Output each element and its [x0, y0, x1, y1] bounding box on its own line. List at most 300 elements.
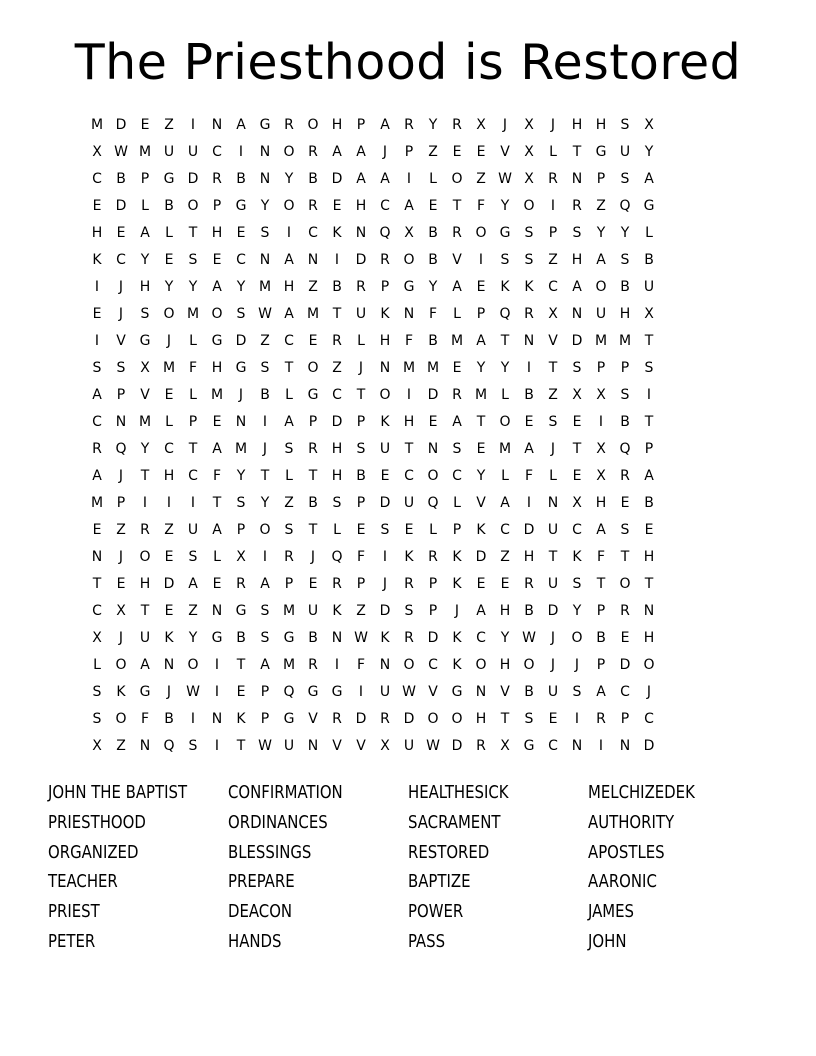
grid-letter[interactable]: B: [596, 629, 606, 646]
grid-letter[interactable]: D: [379, 494, 391, 511]
grid-letter[interactable]: Z: [284, 494, 294, 511]
grid-letter[interactable]: T: [644, 413, 654, 430]
grid-letter[interactable]: E: [92, 305, 102, 322]
grid-letter[interactable]: J: [574, 656, 580, 673]
grid-letter[interactable]: H: [643, 629, 655, 646]
grid-letter[interactable]: Q: [331, 548, 343, 565]
grid-letter[interactable]: F: [356, 548, 366, 565]
grid-letter[interactable]: X: [500, 737, 510, 754]
grid-letter[interactable]: X: [596, 467, 606, 484]
grid-letter[interactable]: Z: [164, 521, 174, 538]
grid-letter[interactable]: H: [523, 548, 535, 565]
grid-letter[interactable]: Q: [619, 197, 631, 214]
grid-letter[interactable]: W: [258, 305, 272, 322]
grid-letter[interactable]: Z: [500, 548, 510, 565]
grid-letter[interactable]: S: [380, 521, 390, 538]
grid-letter[interactable]: G: [139, 683, 151, 700]
grid-letter[interactable]: L: [429, 521, 437, 538]
grid-letter[interactable]: S: [92, 683, 102, 700]
grid-letter[interactable]: T: [188, 224, 198, 241]
grid-letter[interactable]: L: [501, 386, 509, 403]
grid-letter[interactable]: Y: [188, 629, 198, 646]
grid-letter[interactable]: Y: [476, 467, 486, 484]
grid-letter[interactable]: Y: [140, 251, 150, 268]
grid-letter[interactable]: S: [236, 494, 246, 511]
grid-letter[interactable]: I: [334, 656, 340, 673]
grid-letter[interactable]: M: [594, 332, 608, 349]
grid-letter[interactable]: H: [355, 197, 367, 214]
grid-letter[interactable]: D: [115, 197, 127, 214]
grid-letter[interactable]: S: [140, 305, 150, 322]
grid-letter[interactable]: U: [283, 737, 295, 754]
grid-letter[interactable]: T: [260, 467, 270, 484]
grid-letter[interactable]: R: [284, 548, 294, 565]
grid-letter[interactable]: D: [523, 521, 535, 538]
grid-letter[interactable]: D: [355, 251, 367, 268]
grid-letter[interactable]: S: [500, 251, 510, 268]
grid-letter[interactable]: G: [211, 629, 223, 646]
grid-letter[interactable]: U: [307, 602, 319, 619]
grid-letter[interactable]: H: [499, 656, 511, 673]
grid-letter[interactable]: O: [307, 359, 319, 376]
grid-letter[interactable]: H: [331, 440, 343, 457]
grid-letter[interactable]: X: [524, 116, 534, 133]
grid-letter[interactable]: B: [116, 170, 126, 187]
grid-letter[interactable]: J: [646, 683, 652, 700]
grid-letter[interactable]: M: [138, 143, 152, 160]
grid-letter[interactable]: A: [596, 521, 606, 538]
grid-letter[interactable]: H: [595, 116, 607, 133]
grid-letter[interactable]: X: [236, 548, 246, 565]
grid-letter[interactable]: T: [140, 602, 150, 619]
grid-letter[interactable]: A: [452, 413, 462, 430]
grid-letter[interactable]: E: [332, 197, 342, 214]
grid-letter[interactable]: Z: [476, 170, 486, 187]
grid-letter[interactable]: H: [211, 359, 223, 376]
grid-letter[interactable]: N: [379, 359, 391, 376]
grid-letter[interactable]: P: [236, 521, 246, 538]
grid-letter[interactable]: I: [598, 413, 604, 430]
grid-letter[interactable]: H: [139, 278, 151, 295]
grid-letter[interactable]: X: [140, 359, 150, 376]
grid-letter[interactable]: Y: [572, 602, 582, 619]
grid-letter[interactable]: E: [212, 575, 222, 592]
grid-letter[interactable]: X: [92, 143, 102, 160]
grid-letter[interactable]: A: [212, 521, 222, 538]
grid-letter[interactable]: E: [476, 575, 486, 592]
grid-letter[interactable]: R: [452, 386, 462, 403]
grid-letter[interactable]: Y: [500, 359, 510, 376]
grid-letter[interactable]: J: [382, 143, 388, 160]
grid-letter[interactable]: K: [500, 278, 510, 295]
grid-letter[interactable]: T: [452, 197, 462, 214]
grid-letter[interactable]: C: [92, 170, 102, 187]
grid-letter[interactable]: G: [259, 116, 271, 133]
grid-letter[interactable]: C: [404, 467, 414, 484]
grid-letter[interactable]: K: [164, 629, 174, 646]
grid-letter[interactable]: E: [452, 359, 462, 376]
grid-letter[interactable]: H: [331, 116, 343, 133]
grid-letter[interactable]: N: [307, 251, 319, 268]
grid-letter[interactable]: S: [236, 305, 246, 322]
grid-letter[interactable]: D: [427, 386, 439, 403]
grid-letter[interactable]: P: [260, 710, 270, 727]
grid-letter[interactable]: K: [332, 224, 342, 241]
grid-letter[interactable]: G: [403, 278, 415, 295]
grid-letter[interactable]: E: [140, 116, 150, 133]
grid-letter[interactable]: H: [595, 494, 607, 511]
grid-letter[interactable]: Y: [500, 629, 510, 646]
grid-letter[interactable]: G: [235, 602, 247, 619]
grid-letter[interactable]: A: [92, 386, 102, 403]
grid-letter[interactable]: A: [596, 251, 606, 268]
grid-letter[interactable]: Q: [163, 737, 175, 754]
grid-letter[interactable]: B: [164, 197, 174, 214]
grid-letter[interactable]: E: [236, 224, 246, 241]
grid-letter[interactable]: O: [475, 656, 487, 673]
grid-letter[interactable]: T: [596, 575, 606, 592]
grid-letter[interactable]: B: [620, 413, 630, 430]
grid-letter[interactable]: X: [476, 116, 486, 133]
grid-letter[interactable]: L: [453, 305, 461, 322]
grid-letter[interactable]: R: [92, 440, 102, 457]
grid-letter[interactable]: S: [452, 440, 462, 457]
grid-letter[interactable]: P: [404, 143, 414, 160]
grid-letter[interactable]: U: [139, 629, 151, 646]
grid-letter[interactable]: R: [428, 548, 438, 565]
grid-letter[interactable]: M: [282, 602, 296, 619]
grid-letter[interactable]: D: [547, 602, 559, 619]
grid-letter[interactable]: B: [428, 224, 438, 241]
grid-letter[interactable]: T: [500, 332, 510, 349]
grid-letter[interactable]: V: [500, 683, 510, 700]
grid-letter[interactable]: J: [382, 575, 388, 592]
grid-letter[interactable]: Z: [596, 197, 606, 214]
grid-letter[interactable]: P: [356, 494, 366, 511]
grid-letter[interactable]: H: [283, 278, 295, 295]
grid-letter[interactable]: J: [454, 602, 460, 619]
grid-letter[interactable]: I: [526, 494, 532, 511]
grid-letter[interactable]: R: [572, 197, 582, 214]
grid-letter[interactable]: E: [164, 386, 174, 403]
grid-letter[interactable]: R: [140, 521, 150, 538]
grid-letter[interactable]: N: [475, 683, 487, 700]
grid-letter[interactable]: S: [524, 224, 534, 241]
grid-letter[interactable]: T: [644, 575, 654, 592]
grid-letter[interactable]: P: [476, 305, 486, 322]
grid-letter[interactable]: B: [524, 602, 534, 619]
grid-letter[interactable]: A: [356, 143, 366, 160]
grid-letter[interactable]: X: [92, 629, 102, 646]
grid-letter[interactable]: K: [404, 548, 414, 565]
grid-letter[interactable]: J: [502, 116, 508, 133]
grid-letter[interactable]: T: [236, 737, 246, 754]
grid-letter[interactable]: P: [596, 359, 606, 376]
grid-letter[interactable]: B: [524, 683, 534, 700]
grid-letter[interactable]: I: [334, 251, 340, 268]
grid-letter[interactable]: J: [166, 683, 172, 700]
grid-letter[interactable]: R: [380, 710, 390, 727]
grid-letter[interactable]: O: [451, 170, 463, 187]
grid-letter[interactable]: T: [476, 413, 486, 430]
grid-letter[interactable]: P: [140, 170, 150, 187]
grid-letter[interactable]: T: [644, 332, 654, 349]
grid-letter[interactable]: G: [139, 332, 151, 349]
grid-letter[interactable]: T: [188, 440, 198, 457]
grid-letter[interactable]: E: [548, 710, 558, 727]
grid-letter[interactable]: R: [524, 305, 534, 322]
grid-letter[interactable]: Q: [115, 440, 127, 457]
grid-letter[interactable]: O: [595, 278, 607, 295]
grid-letter[interactable]: A: [500, 494, 510, 511]
grid-letter[interactable]: I: [214, 683, 220, 700]
grid-letter[interactable]: B: [308, 629, 318, 646]
grid-letter[interactable]: C: [548, 278, 558, 295]
grid-letter[interactable]: M: [474, 386, 488, 403]
grid-letter[interactable]: U: [163, 143, 175, 160]
grid-letter[interactable]: L: [501, 467, 509, 484]
grid-letter[interactable]: N: [259, 170, 271, 187]
grid-letter[interactable]: W: [522, 629, 536, 646]
grid-letter[interactable]: N: [571, 170, 583, 187]
grid-letter[interactable]: U: [643, 278, 655, 295]
grid-letter[interactable]: K: [572, 548, 582, 565]
grid-letter[interactable]: R: [548, 170, 558, 187]
grid-letter[interactable]: X: [572, 494, 582, 511]
grid-letter[interactable]: Z: [332, 359, 342, 376]
grid-letter[interactable]: O: [475, 224, 487, 241]
grid-letter[interactable]: E: [620, 629, 630, 646]
grid-letter[interactable]: M: [210, 386, 224, 403]
grid-letter[interactable]: I: [262, 548, 268, 565]
grid-letter[interactable]: O: [451, 710, 463, 727]
grid-letter[interactable]: E: [476, 440, 486, 457]
grid-letter[interactable]: M: [426, 359, 440, 376]
grid-letter[interactable]: M: [498, 440, 512, 457]
grid-letter[interactable]: S: [188, 737, 198, 754]
grid-letter[interactable]: P: [356, 575, 366, 592]
grid-letter[interactable]: C: [92, 602, 102, 619]
grid-letter[interactable]: N: [115, 413, 127, 430]
grid-letter[interactable]: S: [188, 548, 198, 565]
grid-letter[interactable]: U: [187, 143, 199, 160]
grid-letter[interactable]: S: [284, 521, 294, 538]
grid-letter[interactable]: R: [620, 467, 630, 484]
grid-letter[interactable]: P: [428, 575, 438, 592]
grid-letter[interactable]: C: [308, 224, 318, 241]
grid-letter[interactable]: B: [356, 467, 366, 484]
grid-letter[interactable]: L: [549, 467, 557, 484]
grid-letter[interactable]: O: [115, 656, 127, 673]
grid-letter[interactable]: S: [332, 494, 342, 511]
grid-letter[interactable]: S: [620, 251, 630, 268]
grid-letter[interactable]: H: [163, 467, 175, 484]
grid-letter[interactable]: A: [476, 332, 486, 349]
grid-letter[interactable]: N: [211, 602, 223, 619]
grid-letter[interactable]: B: [644, 251, 654, 268]
grid-letter[interactable]: P: [116, 494, 126, 511]
grid-letter[interactable]: K: [236, 710, 246, 727]
grid-letter[interactable]: S: [260, 602, 270, 619]
grid-letter[interactable]: T: [620, 548, 630, 565]
grid-letter[interactable]: R: [404, 116, 414, 133]
grid-letter[interactable]: P: [284, 575, 294, 592]
grid-letter[interactable]: O: [259, 521, 271, 538]
grid-letter[interactable]: N: [235, 413, 247, 430]
grid-letter[interactable]: E: [212, 413, 222, 430]
grid-letter[interactable]: A: [140, 224, 150, 241]
grid-letter[interactable]: R: [476, 737, 486, 754]
grid-letter[interactable]: S: [188, 251, 198, 268]
grid-letter[interactable]: O: [283, 197, 295, 214]
grid-letter[interactable]: N: [259, 143, 271, 160]
grid-letter[interactable]: E: [476, 278, 486, 295]
grid-letter[interactable]: Y: [164, 278, 174, 295]
grid-letter[interactable]: N: [139, 737, 151, 754]
grid-letter[interactable]: B: [524, 386, 534, 403]
grid-letter[interactable]: M: [90, 494, 104, 511]
grid-letter[interactable]: E: [212, 251, 222, 268]
grid-letter[interactable]: A: [260, 575, 270, 592]
grid-letter[interactable]: X: [92, 737, 102, 754]
grid-letter[interactable]: S: [620, 170, 630, 187]
grid-letter[interactable]: R: [284, 116, 294, 133]
grid-letter[interactable]: S: [260, 359, 270, 376]
grid-letter[interactable]: L: [453, 494, 461, 511]
grid-letter[interactable]: N: [307, 737, 319, 754]
grid-letter[interactable]: B: [644, 494, 654, 511]
grid-letter[interactable]: S: [548, 413, 558, 430]
grid-letter[interactable]: E: [428, 197, 438, 214]
grid-letter[interactable]: Y: [188, 278, 198, 295]
grid-letter[interactable]: X: [644, 305, 654, 322]
grid-letter[interactable]: S: [572, 224, 582, 241]
grid-letter[interactable]: J: [118, 629, 124, 646]
grid-letter[interactable]: B: [164, 710, 174, 727]
grid-letter[interactable]: V: [332, 737, 342, 754]
grid-letter[interactable]: S: [572, 359, 582, 376]
grid-letter[interactable]: P: [620, 359, 630, 376]
grid-letter[interactable]: M: [258, 278, 272, 295]
grid-letter[interactable]: C: [644, 710, 654, 727]
grid-letter[interactable]: S: [524, 710, 534, 727]
grid-letter[interactable]: H: [211, 224, 223, 241]
grid-letter[interactable]: X: [644, 116, 654, 133]
grid-letter[interactable]: E: [164, 602, 174, 619]
grid-letter[interactable]: Q: [427, 494, 439, 511]
grid-letter[interactable]: R: [332, 710, 342, 727]
grid-letter[interactable]: N: [91, 548, 103, 565]
grid-letter[interactable]: C: [476, 629, 486, 646]
grid-letter[interactable]: F: [404, 332, 414, 349]
grid-letter[interactable]: L: [165, 413, 173, 430]
grid-letter[interactable]: I: [526, 359, 532, 376]
grid-letter[interactable]: M: [306, 305, 320, 322]
grid-letter[interactable]: Z: [356, 602, 366, 619]
grid-letter[interactable]: F: [212, 467, 222, 484]
grid-letter[interactable]: D: [403, 710, 415, 727]
grid-letter[interactable]: B: [260, 386, 270, 403]
grid-letter[interactable]: U: [403, 494, 415, 511]
grid-letter[interactable]: K: [452, 629, 462, 646]
grid-letter[interactable]: T: [140, 467, 150, 484]
grid-letter[interactable]: P: [596, 656, 606, 673]
grid-letter[interactable]: G: [307, 386, 319, 403]
grid-letter[interactable]: V: [500, 143, 510, 160]
grid-letter[interactable]: L: [285, 386, 293, 403]
grid-letter[interactable]: I: [262, 413, 268, 430]
grid-letter[interactable]: I: [190, 494, 196, 511]
grid-letter[interactable]: P: [644, 440, 654, 457]
grid-letter[interactable]: A: [140, 656, 150, 673]
grid-letter[interactable]: K: [452, 575, 462, 592]
grid-letter[interactable]: D: [115, 116, 127, 133]
grid-letter[interactable]: M: [450, 332, 464, 349]
grid-letter[interactable]: B: [236, 170, 246, 187]
grid-letter[interactable]: B: [236, 629, 246, 646]
grid-letter[interactable]: H: [643, 548, 655, 565]
grid-letter[interactable]: D: [619, 656, 631, 673]
grid-letter[interactable]: E: [116, 575, 126, 592]
grid-letter[interactable]: A: [212, 440, 222, 457]
grid-letter[interactable]: O: [115, 710, 127, 727]
grid-letter[interactable]: R: [332, 575, 342, 592]
grid-letter[interactable]: I: [574, 710, 580, 727]
grid-letter[interactable]: M: [234, 440, 248, 457]
grid-letter[interactable]: O: [187, 197, 199, 214]
grid-letter[interactable]: E: [164, 548, 174, 565]
grid-letter[interactable]: X: [596, 386, 606, 403]
grid-letter[interactable]: J: [118, 278, 124, 295]
grid-letter[interactable]: G: [499, 224, 511, 241]
grid-letter[interactable]: G: [235, 197, 247, 214]
grid-letter[interactable]: S: [620, 521, 630, 538]
grid-letter[interactable]: F: [476, 197, 486, 214]
grid-letter[interactable]: I: [94, 278, 100, 295]
grid-letter[interactable]: S: [620, 386, 630, 403]
grid-letter[interactable]: L: [357, 332, 365, 349]
grid-letter[interactable]: K: [524, 278, 534, 295]
grid-letter[interactable]: Z: [308, 278, 318, 295]
grid-letter[interactable]: A: [212, 278, 222, 295]
grid-letter[interactable]: Y: [428, 116, 438, 133]
grid-letter[interactable]: W: [114, 143, 128, 160]
grid-letter[interactable]: T: [548, 548, 558, 565]
grid-letter[interactable]: H: [571, 116, 583, 133]
grid-letter[interactable]: E: [428, 413, 438, 430]
grid-letter[interactable]: V: [476, 494, 486, 511]
grid-letter[interactable]: L: [213, 548, 221, 565]
grid-letter[interactable]: K: [116, 683, 126, 700]
grid-letter[interactable]: D: [571, 332, 583, 349]
grid-letter[interactable]: I: [382, 548, 388, 565]
grid-letter[interactable]: V: [428, 683, 438, 700]
grid-letter[interactable]: V: [356, 737, 366, 754]
grid-letter[interactable]: A: [260, 656, 270, 673]
grid-letter[interactable]: P: [260, 683, 270, 700]
grid-letter[interactable]: T: [404, 440, 414, 457]
grid-letter[interactable]: I: [214, 656, 220, 673]
grid-letter[interactable]: W: [354, 629, 368, 646]
grid-letter[interactable]: V: [452, 251, 462, 268]
grid-letter[interactable]: A: [476, 602, 486, 619]
grid-letter[interactable]: O: [211, 305, 223, 322]
grid-letter[interactable]: N: [403, 305, 415, 322]
grid-letter[interactable]: J: [118, 548, 124, 565]
grid-letter[interactable]: U: [187, 521, 199, 538]
grid-letter[interactable]: S: [356, 440, 366, 457]
grid-letter[interactable]: I: [478, 251, 484, 268]
